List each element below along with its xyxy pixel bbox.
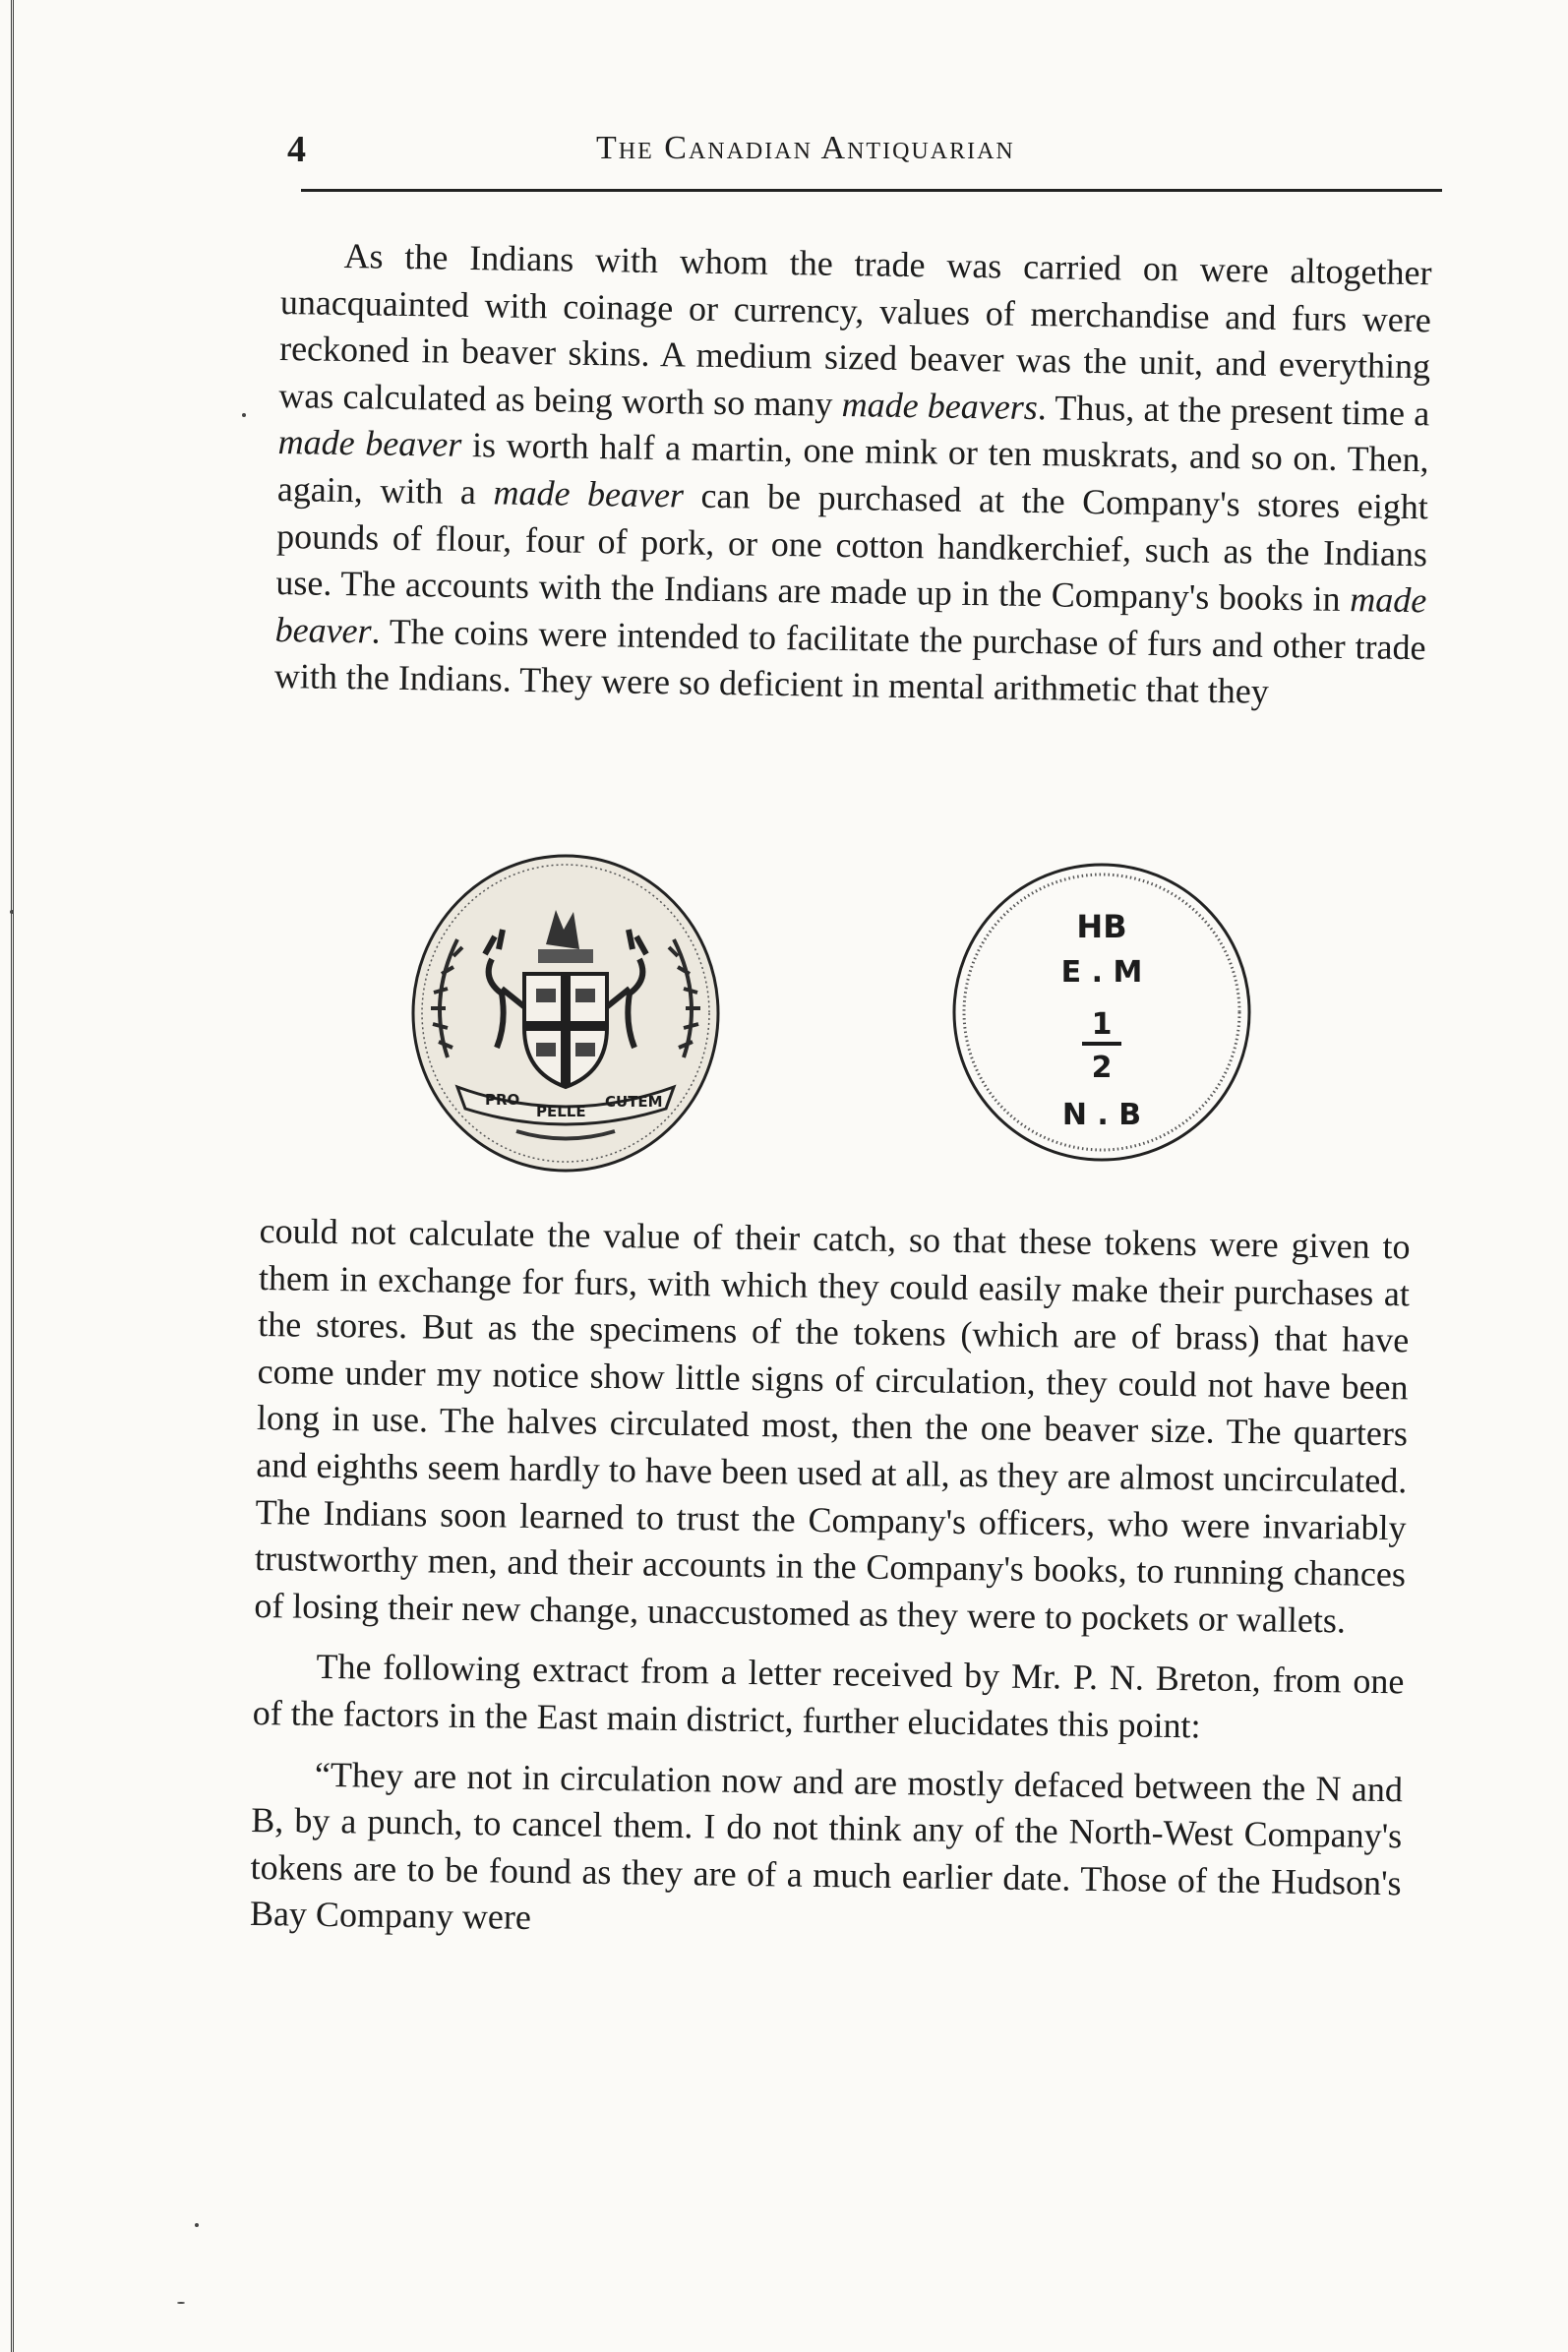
text-block-bottom xyxy=(250,1208,1411,1954)
coin-text-nb: N . B xyxy=(1061,1098,1142,1132)
text-run: can be purchased at the Company's stores eight pounds of flour, four of pork, or one cotton handkerchief, such as the Indians use. The accounts with the Indians are made up in the Company's books in xyxy=(275,475,1429,620)
coin-text-hb: HB xyxy=(1076,908,1127,945)
coin-reverse-drawing xyxy=(949,859,1254,1166)
paragraph xyxy=(254,1208,1411,1646)
text-run: could not calculate the value of their catch, so that these tokens were given to them in exchange for furs, with which they could easily make their purchases at the stores. But as the specimens of the tokens (which are of brass) that have come under my notice show little signs of circulation, they could not have been long in use. The halves circulated most, then the one beaver size. The quarters and eighths seem hardly to have been used at all, as they are almost uncirculated. The Indians soon learned to trust the Company's officers, who were invariably trustworthy men, and their accounts in the Company's books, to running chances of losing their new change, unaccustomed as they were to pockets or wallets. xyxy=(254,1210,1411,1641)
coin-illustrations xyxy=(408,851,1294,1205)
motto-word: CUTEM xyxy=(605,1093,663,1111)
text-run: The following extract from a letter received by Mr. P. N. Breton, from one of the factors in the East main district, further elucidates this point: xyxy=(252,1647,1405,1746)
italic-term: made beaver xyxy=(274,579,1427,651)
motto-word: PELLE xyxy=(536,1103,586,1120)
header-rule xyxy=(301,189,1442,192)
motto-word: PRO xyxy=(485,1091,520,1109)
paragraph xyxy=(250,1750,1404,1954)
scan-speck xyxy=(10,910,14,914)
text-block-top xyxy=(274,232,1432,718)
scan-speck xyxy=(177,2302,185,2304)
coin-text-numerator: 1 xyxy=(1091,1007,1113,1042)
text-run: “They are not in circulation now and are mostly defaced between the N and B, by a punch, to cancel them. I do not think any of the North-West Company's tokens are to be found as they are of a much earlier date. Those of the Hudson's Bay Company were xyxy=(249,1754,1404,1938)
italic-term: made beaver xyxy=(493,472,685,515)
scan-speck xyxy=(195,2223,199,2227)
text-run: As the Indians with whom the trade was carried on were altogether unacquainted with coinage or currency, values of merchandise and furs were reckoned in beaver skins. A medium sized beaver was the unit, and everything was calculated as being worth so many xyxy=(278,236,1432,424)
paragraph xyxy=(252,1643,1404,1753)
italic-term: made beavers xyxy=(841,384,1039,427)
text-run: . The coins were intended to facilitate the purchase of furs and other trade with the Indians. They were so deficient in mental arithmetic that they xyxy=(273,611,1426,712)
running-title: The Canadian Antiquarian xyxy=(596,130,1015,166)
page-header xyxy=(281,128,1432,187)
scan-speck xyxy=(242,413,246,417)
coin-obverse-drawing xyxy=(408,851,723,1176)
coin-obverse xyxy=(408,851,723,1176)
text-run: . Thus, at the present time a xyxy=(1037,387,1430,434)
coin-text-em: E . M xyxy=(1060,955,1143,990)
italic-term: made beaver xyxy=(277,422,462,465)
binding-edge xyxy=(0,0,14,2352)
text-run: is worth half a martin, one mink or ten muskrats, and so on. Then, again, with a xyxy=(276,425,1429,513)
page-number: 4 xyxy=(287,129,306,170)
coin-reverse xyxy=(949,859,1254,1166)
paragraph xyxy=(274,232,1432,718)
coin-text-denominator: 2 xyxy=(1091,1051,1113,1085)
